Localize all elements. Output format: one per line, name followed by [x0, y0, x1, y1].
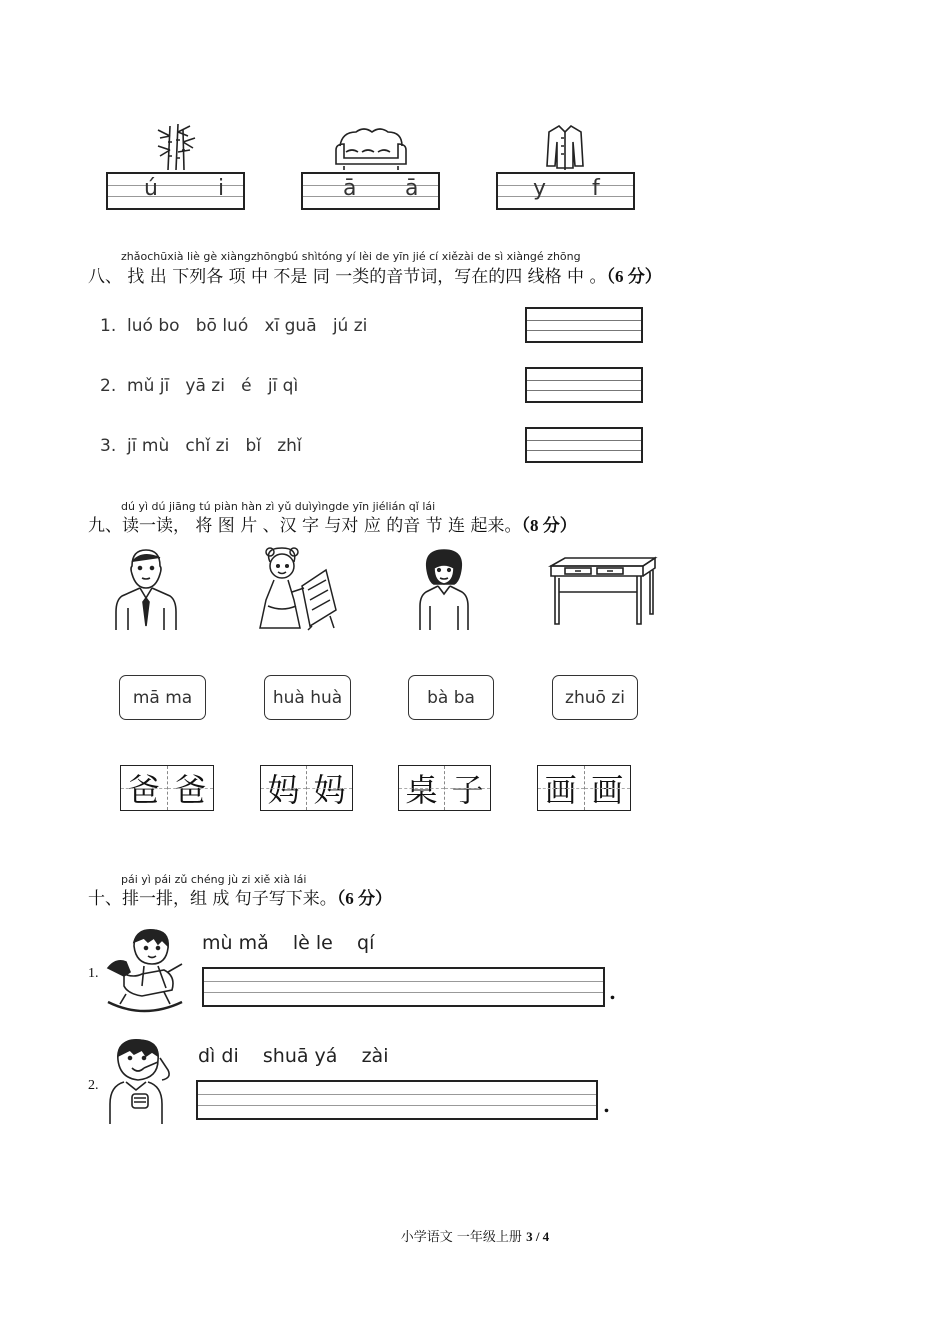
- pinyin-box-zhuozi[interactable]: zhuō zi: [552, 675, 638, 720]
- q9-points: （8 分）: [521, 516, 577, 535]
- desk-icon[interactable]: [549, 556, 657, 626]
- sentence-number: 2.: [88, 1078, 99, 1093]
- sofa-icon: [334, 126, 408, 170]
- sentence-period: .: [609, 980, 616, 1004]
- hanzi-box-mama[interactable]: [260, 765, 353, 811]
- q9-ruby: dú yì dú jiāng tú piàn hàn zì yǔ duìyìngde yīn jiélián qǐ lái: [121, 500, 436, 513]
- q7-grid-2[interactable]: [301, 172, 440, 210]
- q7-grid-1[interactable]: [106, 172, 245, 210]
- page-number: 3 / 4: [526, 1229, 550, 1244]
- q7-slot: ā: [343, 176, 357, 201]
- q8-title-text: 八、 找 出 下列各 项 中 不是 同 一类的音节词，写在的四 线格 中 。: [88, 267, 607, 287]
- q7-grid-3[interactable]: [496, 172, 635, 210]
- q10-ruby: pái yì pái zǔ chéng jù zi xiě xià lái: [121, 873, 307, 886]
- sentence-period: .: [603, 1093, 610, 1117]
- bamboo-icon: [150, 122, 206, 170]
- boy-brushing-teeth-icon: [104, 1038, 176, 1124]
- sentence-answer-grid-1[interactable]: [202, 967, 605, 1007]
- q10-title-text: 十、排一排，组 成 句子写下来。: [88, 889, 337, 909]
- q8-item-3: 3. jī mù chǐ zi bǐ zhǐ: [100, 436, 302, 456]
- hanzi-char: 妈: [261, 766, 306, 810]
- mother-icon[interactable]: [418, 548, 470, 630]
- hanzi-char: 爸: [121, 766, 167, 810]
- q8-title: [88, 262, 662, 287]
- sentence-pinyin: dì di shuā yá zài: [198, 1045, 389, 1067]
- pinyin-box-baba[interactable]: bà ba: [408, 675, 494, 720]
- q7-slot: ā: [405, 176, 419, 201]
- q7-slot: i: [218, 176, 225, 201]
- q7-slot: f: [592, 176, 600, 201]
- q8-item-1: 1. luó bo bō luó xī guā jú zi: [100, 316, 368, 336]
- q10-points: （6 分）: [336, 889, 393, 908]
- q7-slot: ú: [144, 176, 158, 201]
- shirt-icon: [545, 124, 585, 170]
- hanzi-box-baba[interactable]: [120, 765, 214, 811]
- footer-title: 小学语文 一年级上册: [400, 1230, 527, 1245]
- q8-answer-grid-3[interactable]: [525, 427, 643, 463]
- page-footer: [0, 1226, 950, 1245]
- sentence-number: 1.: [88, 966, 99, 981]
- q7-slot: y: [533, 176, 547, 201]
- q10-title: [88, 884, 392, 909]
- hanzi-box-zhuozi[interactable]: [398, 765, 491, 811]
- hanzi-char: 画: [584, 766, 631, 810]
- q9-title-text: 九、读一读， 将 图 片 、汉 字 与对 应 的音 节 连 起来。: [88, 516, 522, 536]
- q8-item-2: 2. mǔ jī yā zi é jī qì: [100, 376, 299, 396]
- girl-drawing-icon[interactable]: [258, 546, 338, 630]
- pinyin-box-huahua[interactable]: huà huà: [264, 675, 351, 720]
- sentence-pinyin: mù mǎ lè le qí: [202, 932, 375, 954]
- hanzi-char: 桌: [399, 766, 444, 810]
- q8-answer-grid-2[interactable]: [525, 367, 643, 403]
- hanzi-char: 妈: [306, 766, 352, 810]
- hanzi-char: 爸: [167, 766, 214, 810]
- father-icon[interactable]: [114, 548, 176, 630]
- q8-answer-grid-1[interactable]: [525, 307, 643, 343]
- boy-rocking-horse-icon: [104, 928, 186, 1014]
- hanzi-char: 画: [538, 766, 584, 810]
- hanzi-box-huahua[interactable]: [537, 765, 631, 811]
- q8-points: （6 分）: [606, 267, 662, 286]
- q9-title: [88, 511, 577, 536]
- q8-ruby: zhǎochūxià liè gè xiàngzhōngbú shìtóng yí lèi de yīn jié cí xiězài de sì xiàngé zhōng: [121, 250, 581, 263]
- pinyin-box-mama[interactable]: mā ma: [119, 675, 206, 720]
- sentence-answer-grid-2[interactable]: [196, 1080, 598, 1120]
- hanzi-char: 子: [444, 766, 490, 810]
